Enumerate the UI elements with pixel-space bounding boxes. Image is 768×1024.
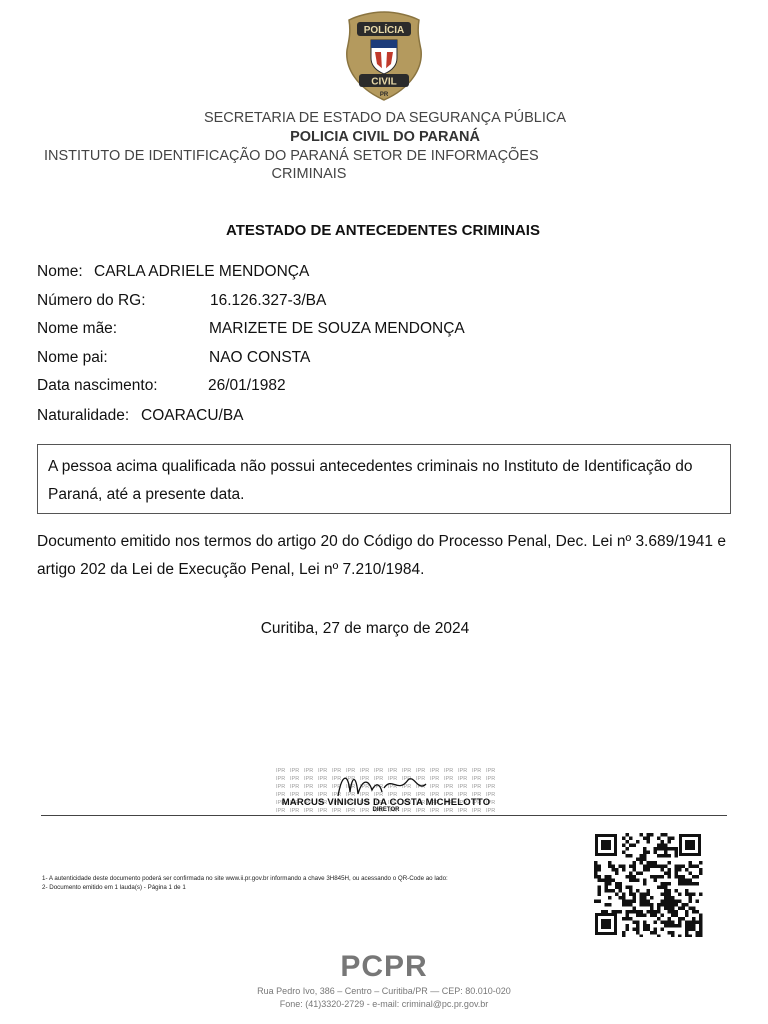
- footer-address: Rua Pedro Ivo, 386 – Centro – Curitiba/PR — CEP: 80.010-020: [257, 986, 511, 996]
- field-mae-value: MARIZETE DE SOUZA MENDONÇA: [209, 320, 465, 337]
- field-rg-label: Número do RG:: [37, 292, 146, 309]
- field-nome-value: CARLA ADRIELE MENDONÇA: [94, 263, 310, 280]
- field-nome-label: Nome:: [37, 263, 83, 280]
- pcpr-logo: PCPR: [340, 950, 428, 983]
- field-naturalidade-label: Naturalidade:: [37, 407, 130, 424]
- header-line-4: CRIMINAIS: [271, 166, 347, 182]
- header-line-2: POLICIA CIVIL DO PARANÁ: [290, 129, 480, 145]
- field-pai-label: Nome pai:: [37, 349, 108, 366]
- header-line-3: INSTITUTO DE IDENTIFICAÇÃO DO PARANÁ SETOR DE INFORMAÇÕES: [44, 148, 539, 164]
- footer-contact: Fone: (41)3320-2729 - e-mail: criminal@pc.pr.gov.br: [279, 999, 489, 1009]
- badge-bottom-text: CIVIL: [371, 76, 397, 88]
- footnote-pages: 2- Documento emitido em 1 lauda(s) - Página 1 de 1: [42, 884, 186, 891]
- signer-role: DIRETOR: [372, 807, 400, 813]
- qr-code-icon: [593, 832, 703, 937]
- footnote-authenticity: 1- A autenticidade deste documento poderá ser confirmada no site www.ii.pr.gov.br informando a chave 3H845H, ou acessando o QR-Code ao lado:: [42, 875, 448, 882]
- place-date: Curitiba, 27 de março de 2024: [260, 620, 470, 637]
- field-rg-value: 16.126.327-3/BA: [210, 292, 327, 309]
- field-nascimento-label: Data nascimento:: [37, 377, 158, 394]
- footer-divider: [41, 815, 727, 816]
- statement-text: A pessoa acima qualificada não possui antecedentes criminais no Instituto de Identificação do Paraná, até a presente data.: [48, 458, 693, 503]
- badge-top-text: POLÍCIA: [363, 25, 405, 36]
- document-title: ATESTADO DE ANTECEDENTES CRIMINAIS: [226, 222, 540, 239]
- field-pai-value: NAO CONSTA: [209, 349, 311, 366]
- legal-basis-text: Documento emitido nos termos do artigo 20 do Código do Processo Penal, Dec. Lei nº 3.689/1941 e artigo 202 da Lei de Execução Penal, Lei nº 7.210/1984.: [37, 533, 726, 578]
- statement-box: [37, 444, 731, 514]
- signer-name: MARCUS VINICIUS DA COSTA MICHELOTTO: [281, 797, 491, 808]
- field-nascimento-value: 26/01/1982: [208, 377, 286, 394]
- field-naturalidade-value: COARACU/BA: [141, 407, 244, 424]
- policia-civil-badge-icon: [345, 10, 423, 102]
- badge-state-text: PR: [379, 92, 389, 98]
- field-mae-label: Nome mãe:: [37, 320, 118, 337]
- header-line-1: SECRETARIA DE ESTADO DA SEGURANÇA PÚBLICA: [203, 110, 567, 126]
